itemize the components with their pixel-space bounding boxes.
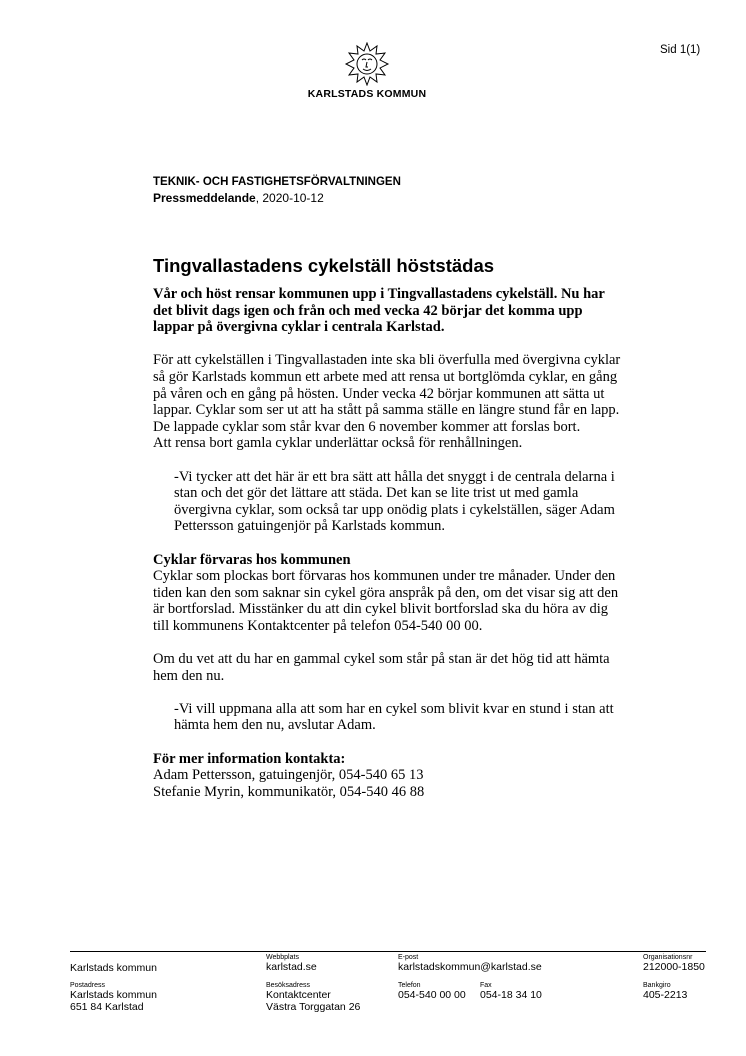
footer-visit	[266, 982, 360, 1013]
footer-bankgiro-value: 405-2213	[643, 989, 688, 1001]
footer-phone	[398, 982, 466, 1002]
footer-orgnr-label: Organisationsnr	[643, 954, 693, 961]
footer-bankgiro-label: Bankgiro	[643, 982, 671, 989]
logo-text: KARLSTADS KOMMUN	[307, 88, 427, 100]
footer-org-name	[70, 963, 157, 975]
footer-fax-value: 054-18 34 10	[480, 989, 542, 1001]
footer-visit-line: Kontaktcenter	[266, 989, 331, 1001]
footer-visit-label: Besöksadress	[266, 982, 310, 989]
footer-divider	[70, 951, 706, 952]
footer-email-label: E-post	[398, 954, 419, 961]
footer-postal-line: 651 84 Karlstad	[70, 1000, 144, 1013]
paragraph-3: Cyklar som plockas bort förvaras hos kommunen under tre månader. Under den tiden kan den som saknar sin cykel göra anspråk på den, om det visar sig att den är bortforslad. Misstänker du att din cykel blivit bortforslad ska du höra av dig till kommunens Kontaktcenter på telefon 054-540 00 00.	[153, 568, 619, 634]
paragraph-1: För att cykelställen i Tingvallastaden inte ska bli överfulla med övergivna cyklar så gör Karlstads kommun ett arbete med att rensa ut bortglömda cyklar, en gång på våren och en gång på hösten. Under vecka 42 börjar kommunen att sätta ut lappar. Cyklar som ser ut att ha stått på samma ställe en längre stund får en lapp. De lappade cyklar som står kvar den 6 november kommer att forslas bort.	[153, 352, 621, 435]
footer-postal-label: Postadress	[70, 982, 106, 989]
contact-line: Adam Pettersson, gatuingenjör, 054-540 65 13	[153, 767, 424, 784]
department-name: TEKNIK- OCH FASTIGHETSFÖRVALTNINGEN	[153, 176, 401, 188]
quote-2: -Vi vill uppmana alla att som har en cykel som blivit kvar en stund i stan att hämta hem den nu, avslutar Adam.	[174, 700, 614, 734]
footer-email-link[interactable]: karlstadskommun@karlstad.se	[398, 961, 542, 973]
doc-type: Pressmeddelande	[153, 191, 256, 205]
footer-fax-label: Fax	[480, 982, 492, 989]
footer-web-link[interactable]: karlstad.se	[266, 961, 317, 973]
footer-visit-line: Västra Torggatan 26	[266, 1000, 361, 1013]
paragraph-2: Att rensa bort gamla cyklar underlättar också för renhållningen.	[153, 435, 523, 452]
press-release-line	[153, 190, 401, 206]
footer-fax	[480, 982, 542, 1002]
doc-date: , 2020-10-12	[255, 191, 324, 205]
page-number: Sid 1(1)	[660, 44, 701, 56]
lead-paragraph: Vår och höst rensar kommunen upp i Tingvallastadens cykelställ. Nu har det blivit dags igen och från och med vecka 42 börjar det komma upp lappar på övergivna cyklar i centrala Karlstad.	[153, 286, 605, 336]
article-body	[153, 286, 623, 800]
footer-postal-line: Karlstads kommun	[70, 989, 157, 1001]
footer-web	[266, 954, 317, 974]
contact-line: Stefanie Myrin, kommunikatör, 054-540 46 88	[153, 783, 425, 800]
footer-orgnr	[643, 954, 705, 974]
page-title: Tingvallastadens cykelställ höststädas	[153, 255, 495, 276]
quote-1: -Vi tycker att det här är ett bra sätt att hålla det snyggt i de centrala delarna i stan och det gör det lättare att städa. Det kan se lite trist ut med gamla övergivna cyklar, som också tar upp onödig plats i cykelställen, säger Adam Pettersson gatuingenjör på Karlstads kommun.	[174, 468, 615, 535]
footer-phone-value: 054-540 00 00	[398, 989, 466, 1001]
footer-phone-label: Telefon	[398, 982, 421, 989]
footer-org-name-value: Karlstads kommun	[70, 962, 157, 974]
footer-bankgiro	[643, 982, 687, 1002]
document-header	[153, 174, 401, 206]
footer-postal	[70, 982, 157, 1013]
contact-heading: För mer information kontakta:	[153, 750, 346, 767]
municipality-logo	[300, 42, 434, 100]
paragraph-4: Om du vet att du har en gammal cykel som står på stan är det hög tid att hämta hem den nu.	[153, 651, 610, 684]
footer-web-label: Webbplats	[266, 954, 299, 961]
footer-orgnr-value: 212000-1850	[643, 961, 705, 973]
section-subheading: Cyklar förvaras hos kommunen	[153, 551, 351, 568]
sun-face-emblem-icon	[344, 42, 390, 86]
footer-email	[398, 954, 542, 974]
